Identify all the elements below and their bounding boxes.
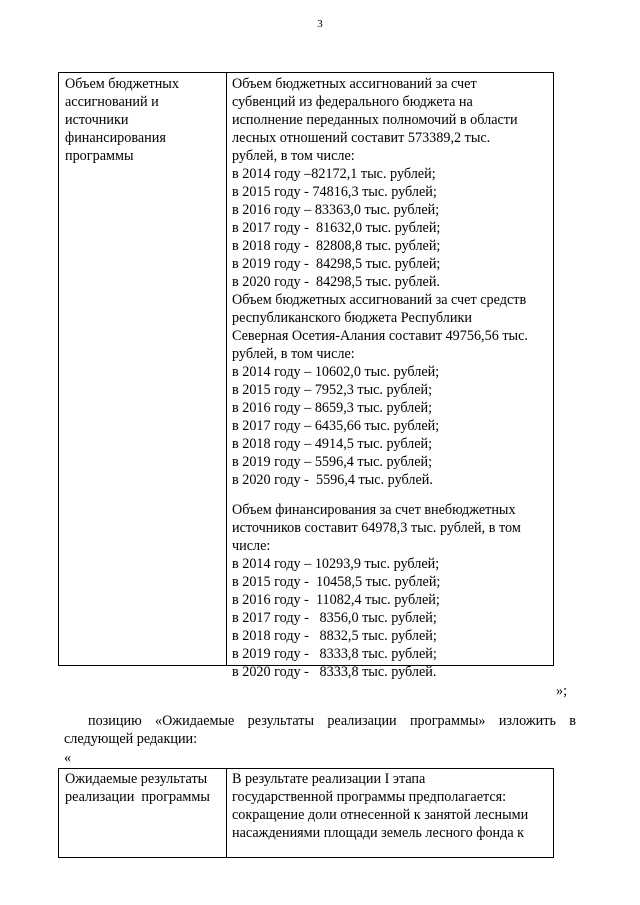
text-line: В результате реализации I этапа [232,771,426,787]
text-line: Объем финансирования за счет внебюджетных [232,502,516,518]
text-line: реализации программы [65,789,210,805]
word: программы» [409,713,486,729]
funding-details-cell [232,75,552,681]
text-line: в 2019 году - 84298,5 тыс. рублей; [232,256,441,272]
text-line: источников составит 64978,3 тыс. рублей, в том [232,520,521,536]
opening-quote: « [64,750,72,766]
text-line: рублей, в том числе: [232,148,355,164]
closing-quote: »; [556,683,568,699]
word: изложить [498,713,556,729]
text-line: в 2017 году - 81632,0 тыс. рублей; [232,220,441,236]
text-line: в 2020 году - 5596,4 тыс. рублей. [232,472,433,488]
funding-table [58,72,554,680]
text-line: республиканского бюджета Республики [232,310,472,326]
text-line: ассигнований и [65,94,159,110]
text-line: сокращение доли отнесенной к занятой лесными [232,807,529,823]
text-line: программы [65,148,134,164]
word: реализации [327,713,397,729]
results-details-cell [232,770,552,842]
text-line: в 2018 году - 8832,5 тыс. рублей; [232,628,437,644]
text-line: в 2019 году – 5596,4 тыс. рублей; [232,454,433,470]
word: позицию [88,713,142,729]
text-line: в 2016 году – 8659,3 тыс. рублей; [232,400,433,416]
text-line: государственной программы предполагается: [232,789,507,805]
word: в [569,713,576,729]
text-line: в 2018 году – 4914,5 тыс. рублей; [232,436,433,452]
text-line: в 2017 году – 6435,66 тыс. рублей; [232,418,440,434]
text-line: Объем бюджетных ассигнований за счет средств [232,292,527,308]
text-line: числе: [232,538,271,554]
text-line: в 2014 году –82172,1 тыс. рублей; [232,166,436,182]
page-number: 3 [317,18,323,30]
results-label-text [65,770,225,806]
text-line: насаждениями площади земель лесного фонда к [232,825,525,841]
paragraph-second-line: следующей редакции: [64,731,198,747]
text-line: в 2016 году – 83363,0 тыс. рублей; [232,202,440,218]
text-line: в 2014 году – 10293,9 тыс. рублей; [232,556,440,572]
text-line: в 2015 году – 7952,3 тыс. рублей; [232,382,433,398]
word: «Ожидаемые [154,713,235,729]
text-line: финансирования [65,130,166,146]
text-line: Северная Осетия-Алания составит 49756,56 тыс. [232,328,528,344]
text-line: лесных отношений составит 573389,2 тыс. [232,130,491,146]
text-line: в 2018 году - 82808,8 тыс. рублей; [232,238,441,254]
text-line: Объем бюджетных [65,76,179,92]
text-line: Ожидаемые результаты [65,771,208,787]
spacer [232,489,552,501]
text-line: Объем бюджетных ассигнований за счет [232,76,477,92]
text-line: в 2015 году - 74816,3 тыс. рублей; [232,184,437,200]
text-line: в 2016 году - 11082,4 тыс. рублей; [232,592,440,608]
instruction-paragraph [64,712,576,748]
text-line: в 2019 году - 8333,8 тыс. рублей; [232,646,437,662]
text-line: источники [65,112,129,128]
paragraph-first-line [64,712,576,730]
text-line: в 2017 году - 8356,0 тыс. рублей; [232,610,437,626]
text-line: субвенций из федерального бюджета на [232,94,473,110]
text-line: в 2014 году – 10602,0 тыс. рублей; [232,364,440,380]
text-line: в 2015 году - 10458,5 тыс. рублей; [232,574,441,590]
results-table [58,768,554,858]
word: результаты [247,713,315,729]
text-line: рублей, в том числе: [232,346,355,362]
text-line: исполнение переданных полномочий в области [232,112,518,128]
text-line: в 2020 году - 84298,5 тыс. рублей. [232,274,440,290]
text-line: в 2020 году - 8333,8 тыс. рублей. [232,664,437,680]
funding-label-text [65,75,225,165]
